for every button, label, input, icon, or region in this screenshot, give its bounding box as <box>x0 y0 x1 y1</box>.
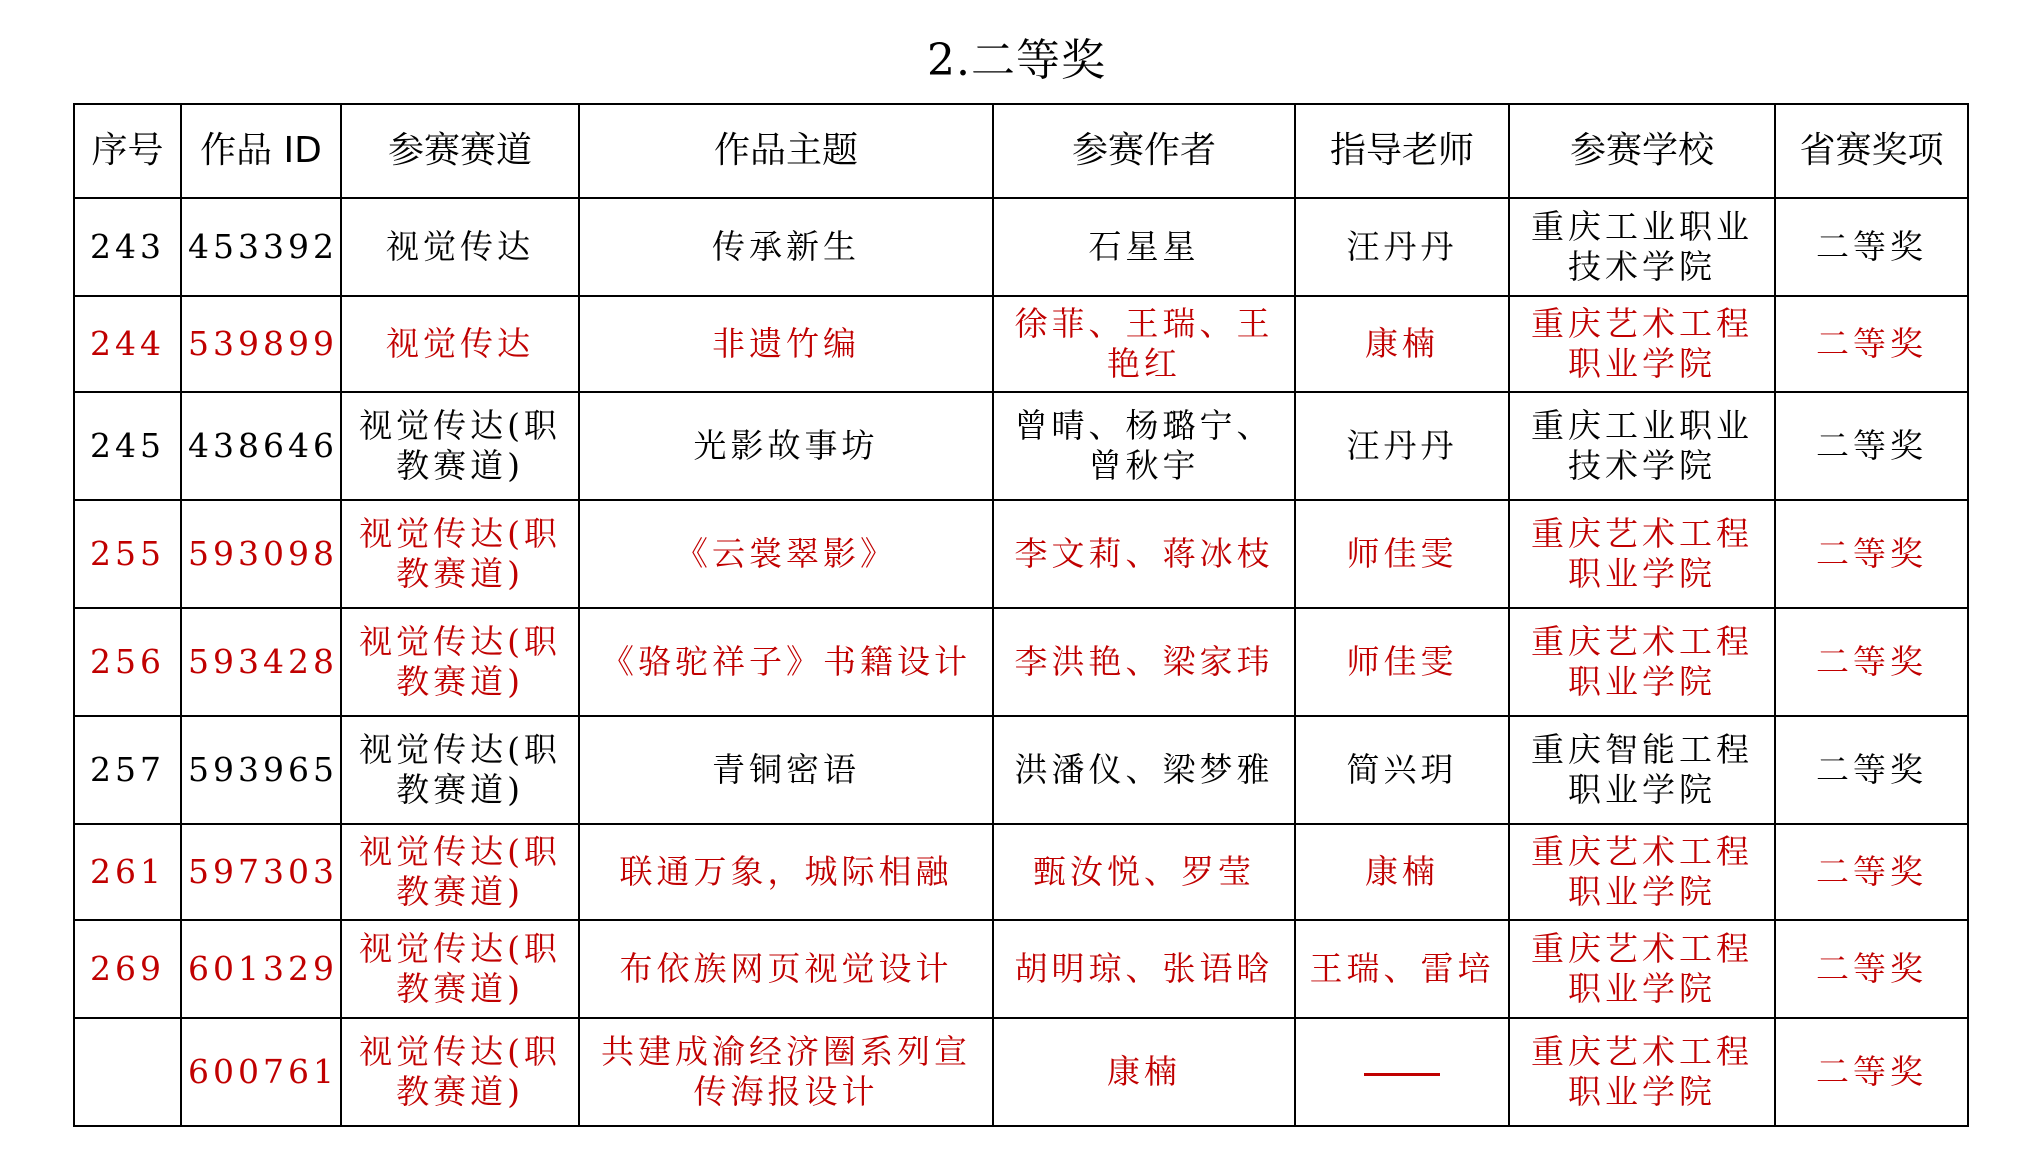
col-header-authors: 参赛作者 <box>993 104 1295 198</box>
col-header-seq: 序号 <box>74 104 181 198</box>
cell-authors: 石星星 <box>993 198 1295 296</box>
cell-id: 438646 <box>181 392 341 500</box>
table-row <box>74 608 1968 716</box>
cell-award: 二等奖 <box>1775 608 1968 716</box>
cell-seq: 257 <box>74 716 181 824</box>
cell-track: 视觉传达(职教赛道) <box>341 920 579 1018</box>
cell-school: 重庆艺术工程职业学院 <box>1509 1018 1775 1126</box>
cell-school: 重庆工业职业技术学院 <box>1509 392 1775 500</box>
cell-theme: 共建成渝经济圈系列宣传海报设计 <box>579 1018 993 1126</box>
cell-track: 视觉传达(职教赛道) <box>341 1018 579 1126</box>
cell-school: 重庆艺术工程职业学院 <box>1509 920 1775 1018</box>
cell-seq: 244 <box>74 296 181 392</box>
cell-seq: 245 <box>74 392 181 500</box>
cell-advisor: 简兴玥 <box>1295 716 1509 824</box>
col-header-school: 参赛学校 <box>1509 104 1775 198</box>
cell-id: 539899 <box>181 296 341 392</box>
cell-seq: 255 <box>74 500 181 608</box>
cell-theme: 非遗竹编 <box>579 296 993 392</box>
cell-school: 重庆智能工程职业学院 <box>1509 716 1775 824</box>
awards-table <box>73 103 1969 1127</box>
cell-id: 593428 <box>181 608 341 716</box>
cell-award: 二等奖 <box>1775 198 1968 296</box>
header-row <box>74 104 1968 198</box>
cell-advisor: 汪丹丹 <box>1295 392 1509 500</box>
cell-track: 视觉传达 <box>341 296 579 392</box>
empty-dash <box>1364 1073 1440 1076</box>
page-title: 2.二等奖 <box>927 35 1106 86</box>
table-row <box>74 296 1968 392</box>
cell-theme: 联通万象，城际相融 <box>579 824 993 920</box>
cell-track: 视觉传达(职教赛道) <box>341 500 579 608</box>
table-row <box>74 198 1968 296</box>
cell-theme: 《云裳翠影》 <box>579 500 993 608</box>
cell-advisor: 康楠 <box>1295 296 1509 392</box>
cell-award: 二等奖 <box>1775 296 1968 392</box>
cell-authors: 徐菲、王瑞、王艳红 <box>993 296 1295 392</box>
cell-seq: 243 <box>74 198 181 296</box>
cell-id: 593965 <box>181 716 341 824</box>
table-row <box>74 500 1968 608</box>
cell-advisor: 汪丹丹 <box>1295 198 1509 296</box>
cell-id: 453392 <box>181 198 341 296</box>
table-row <box>74 920 1968 1018</box>
cell-track: 视觉传达 <box>341 198 579 296</box>
cell-theme: 传承新生 <box>579 198 993 296</box>
cell-authors: 胡明琼、张语晗 <box>993 920 1295 1018</box>
col-header-id: 作品 ID <box>181 104 341 198</box>
cell-id: 597303 <box>181 824 341 920</box>
table-row <box>74 392 1968 500</box>
table-row <box>74 824 1968 920</box>
cell-advisor: 王瑞、雷培 <box>1295 920 1509 1018</box>
col-header-theme: 作品主题 <box>579 104 993 198</box>
cell-advisor: 师佳雯 <box>1295 500 1509 608</box>
cell-school: 重庆工业职业技术学院 <box>1509 198 1775 296</box>
cell-seq: 256 <box>74 608 181 716</box>
cell-track: 视觉传达(职教赛道) <box>341 716 579 824</box>
cell-award: 二等奖 <box>1775 1018 1968 1126</box>
cell-seq <box>74 1018 181 1126</box>
table-row <box>74 1018 1968 1126</box>
cell-award: 二等奖 <box>1775 824 1968 920</box>
cell-award: 二等奖 <box>1775 716 1968 824</box>
cell-school: 重庆艺术工程职业学院 <box>1509 500 1775 608</box>
cell-school: 重庆艺术工程职业学院 <box>1509 296 1775 392</box>
cell-track: 视觉传达(职教赛道) <box>341 824 579 920</box>
cell-award: 二等奖 <box>1775 920 1968 1018</box>
col-header-award: 省赛奖项 <box>1775 104 1968 198</box>
table-row <box>74 716 1968 824</box>
cell-authors: 曾晴、杨璐宁、曾秋宇 <box>993 392 1295 500</box>
cell-track: 视觉传达(职教赛道) <box>341 392 579 500</box>
cell-theme: 青铜密语 <box>579 716 993 824</box>
cell-award: 二等奖 <box>1775 392 1968 500</box>
cell-seq: 269 <box>74 920 181 1018</box>
cell-school: 重庆艺术工程职业学院 <box>1509 824 1775 920</box>
cell-authors: 康楠 <box>993 1018 1295 1126</box>
cell-theme: 《骆驼祥子》书籍设计 <box>579 608 993 716</box>
cell-track: 视觉传达(职教赛道) <box>341 608 579 716</box>
cell-advisor: 康楠 <box>1295 824 1509 920</box>
cell-authors: 甄汝悦、罗莹 <box>993 824 1295 920</box>
cell-seq: 261 <box>74 824 181 920</box>
cell-advisor: 师佳雯 <box>1295 608 1509 716</box>
cell-id: 600761 <box>181 1018 341 1126</box>
cell-id: 593098 <box>181 500 341 608</box>
col-header-track: 参赛赛道 <box>341 104 579 198</box>
cell-authors: 李文莉、蒋冰枝 <box>993 500 1295 608</box>
col-header-advisor: 指导老师 <box>1295 104 1509 198</box>
cell-theme: 布依族网页视觉设计 <box>579 920 993 1018</box>
cell-advisor <box>1295 1018 1509 1126</box>
cell-theme: 光影故事坊 <box>579 392 993 500</box>
cell-award: 二等奖 <box>1775 500 1968 608</box>
cell-authors: 洪潘仪、梁梦雅 <box>993 716 1295 824</box>
cell-school: 重庆艺术工程职业学院 <box>1509 608 1775 716</box>
cell-id: 601329 <box>181 920 341 1018</box>
cell-authors: 李洪艳、梁家玮 <box>993 608 1295 716</box>
